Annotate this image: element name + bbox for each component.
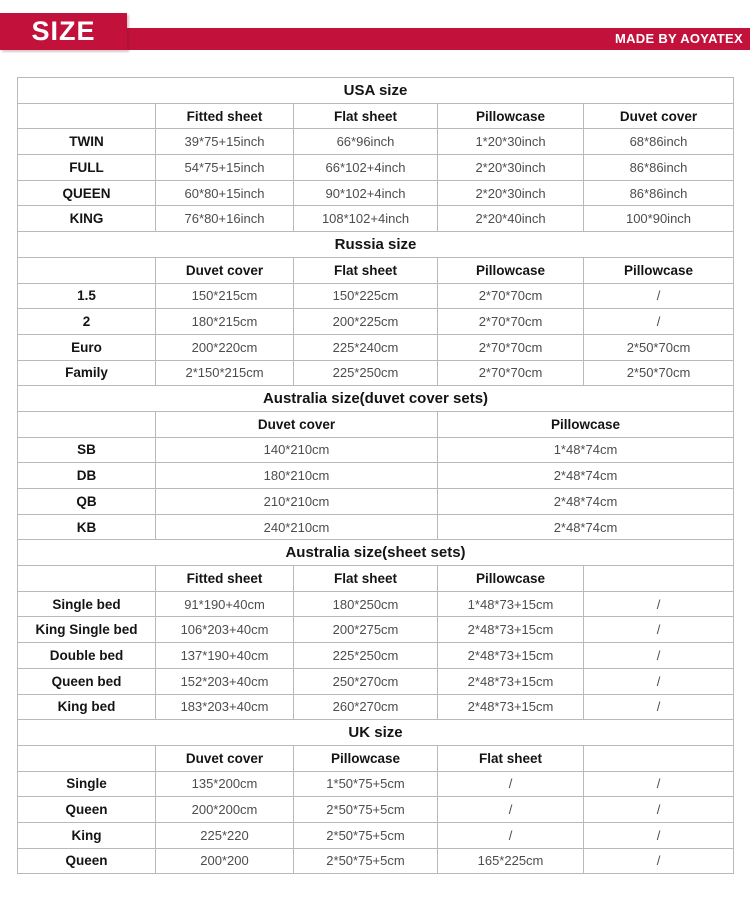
column-header: Fitted sheet	[156, 566, 294, 592]
size-value: 2*48*73+15cm	[438, 668, 584, 694]
column-header: Pillowcase	[438, 103, 584, 129]
size-value: 76*80+16inch	[156, 206, 294, 232]
column-header-row	[18, 745, 734, 771]
size-value: 2*70*70cm	[438, 334, 584, 360]
column-header-row	[18, 257, 734, 283]
size-value: 108*102+4inch	[294, 206, 438, 232]
section-title-row	[18, 720, 734, 746]
column-header	[18, 745, 156, 771]
table-row	[18, 360, 734, 386]
size-value: 250*270cm	[294, 668, 438, 694]
row-label: King Single bed	[18, 617, 156, 643]
size-value: 152*203+40cm	[156, 668, 294, 694]
table-row	[18, 463, 734, 489]
column-header: Fitted sheet	[156, 103, 294, 129]
size-value: 225*240cm	[294, 334, 438, 360]
column-header: Pillowcase	[438, 411, 734, 437]
size-value: 2*50*75+5cm	[294, 848, 438, 874]
table-row	[18, 437, 734, 463]
size-value: 2*48*73+15cm	[438, 617, 584, 643]
table-row	[18, 771, 734, 797]
table-row	[18, 129, 734, 155]
row-label: Queen	[18, 797, 156, 823]
table-row	[18, 514, 734, 540]
size-value: 2*48*74cm	[438, 489, 734, 515]
section-title-3: Australia size(sheet sets)	[18, 540, 734, 566]
size-value: /	[584, 822, 734, 848]
size-value: 100*90inch	[584, 206, 734, 232]
section-title-0: USA size	[18, 78, 734, 104]
row-label: King bed	[18, 694, 156, 720]
column-header-row	[18, 566, 734, 592]
size-value: 2*20*30inch	[438, 180, 584, 206]
column-header	[18, 411, 156, 437]
size-chart-table	[17, 77, 734, 874]
size-value: 165*225cm	[438, 848, 584, 874]
size-value: /	[584, 617, 734, 643]
size-value: /	[584, 797, 734, 823]
section-title-row	[18, 540, 734, 566]
table-row	[18, 206, 734, 232]
table-row	[18, 643, 734, 669]
size-value: 180*210cm	[156, 463, 438, 489]
size-value: 2*48*74cm	[438, 514, 734, 540]
size-value: 183*203+40cm	[156, 694, 294, 720]
size-value: 200*275cm	[294, 617, 438, 643]
table-row	[18, 694, 734, 720]
table-row	[18, 617, 734, 643]
size-value: 2*50*70cm	[584, 334, 734, 360]
table-row	[18, 309, 734, 335]
column-header: Flat sheet	[294, 566, 438, 592]
size-value: 66*96inch	[294, 129, 438, 155]
size-value: 240*210cm	[156, 514, 438, 540]
row-label: QUEEN	[18, 180, 156, 206]
size-value: /	[584, 668, 734, 694]
column-header: Duvet cover	[584, 103, 734, 129]
table-row	[18, 668, 734, 694]
size-value: 1*50*75+5cm	[294, 771, 438, 797]
size-value: 180*250cm	[294, 591, 438, 617]
size-value: 225*220	[156, 822, 294, 848]
section-title-2: Australia size(duvet cover sets)	[18, 386, 734, 412]
section-title-row	[18, 232, 734, 258]
size-title-block	[0, 13, 127, 50]
size-value: 2*70*70cm	[438, 309, 584, 335]
size-value: 106*203+40cm	[156, 617, 294, 643]
row-label: Double bed	[18, 643, 156, 669]
size-value: 91*190+40cm	[156, 591, 294, 617]
section-title-row	[18, 386, 734, 412]
row-label: Euro	[18, 334, 156, 360]
table-row	[18, 797, 734, 823]
table-row	[18, 489, 734, 515]
row-label: Family	[18, 360, 156, 386]
size-value: 39*75+15inch	[156, 129, 294, 155]
size-value: 2*48*74cm	[438, 463, 734, 489]
row-label: KB	[18, 514, 156, 540]
made-by-label: MADE BY AOYATEX	[614, 31, 743, 46]
row-label: 2	[18, 309, 156, 335]
table-row	[18, 822, 734, 848]
row-label: DB	[18, 463, 156, 489]
row-label: Single bed	[18, 591, 156, 617]
row-label: Single	[18, 771, 156, 797]
column-header: Duvet cover	[156, 745, 294, 771]
table-row	[18, 334, 734, 360]
size-value: 137*190+40cm	[156, 643, 294, 669]
size-value: 200*225cm	[294, 309, 438, 335]
size-value: 260*270cm	[294, 694, 438, 720]
size-value: /	[584, 643, 734, 669]
row-label: QB	[18, 489, 156, 515]
column-header: Duvet cover	[156, 411, 438, 437]
table-row	[18, 283, 734, 309]
size-value: 2*70*70cm	[438, 283, 584, 309]
column-header: Flat sheet	[438, 745, 584, 771]
size-value: 225*250cm	[294, 360, 438, 386]
column-header-row	[18, 411, 734, 437]
size-value: 2*150*215cm	[156, 360, 294, 386]
column-header	[584, 745, 734, 771]
table-row	[18, 180, 734, 206]
size-value: /	[584, 771, 734, 797]
column-header: Duvet cover	[156, 257, 294, 283]
size-value: /	[584, 694, 734, 720]
column-header	[18, 566, 156, 592]
size-value: /	[584, 309, 734, 335]
row-label: 1.5	[18, 283, 156, 309]
column-header: Pillowcase	[438, 566, 584, 592]
row-label: TWIN	[18, 129, 156, 155]
size-value: /	[584, 848, 734, 874]
size-value: 2*50*75+5cm	[294, 822, 438, 848]
size-value: 2*48*73+15cm	[438, 694, 584, 720]
table-row	[18, 848, 734, 874]
row-label: KING	[18, 206, 156, 232]
row-label: Queen bed	[18, 668, 156, 694]
section-title-row	[18, 78, 734, 104]
size-value: 1*20*30inch	[438, 129, 584, 155]
column-header	[584, 566, 734, 592]
column-header	[18, 257, 156, 283]
size-value: 135*200cm	[156, 771, 294, 797]
size-value: 66*102+4inch	[294, 155, 438, 181]
table-row	[18, 591, 734, 617]
size-value: 200*200	[156, 848, 294, 874]
size-value: 180*215cm	[156, 309, 294, 335]
size-value: /	[584, 283, 734, 309]
size-value: 140*210cm	[156, 437, 438, 463]
size-value: 150*215cm	[156, 283, 294, 309]
row-label: King	[18, 822, 156, 848]
size-value: 2*20*40inch	[438, 206, 584, 232]
size-value: 2*50*75+5cm	[294, 797, 438, 823]
size-value: 2*70*70cm	[438, 360, 584, 386]
size-value: /	[438, 771, 584, 797]
row-label: FULL	[18, 155, 156, 181]
size-value: 2*20*30inch	[438, 155, 584, 181]
size-value: /	[584, 591, 734, 617]
size-value: 86*86inch	[584, 180, 734, 206]
column-header: Flat sheet	[294, 257, 438, 283]
size-value: 200*220cm	[156, 334, 294, 360]
column-header: Pillowcase	[584, 257, 734, 283]
section-title-4: UK size	[18, 720, 734, 746]
size-value: 90*102+4inch	[294, 180, 438, 206]
size-value: /	[438, 822, 584, 848]
size-value: 200*200cm	[156, 797, 294, 823]
size-value: 2*50*70cm	[584, 360, 734, 386]
size-value: 225*250cm	[294, 643, 438, 669]
size-value: /	[438, 797, 584, 823]
column-header: Pillowcase	[294, 745, 438, 771]
size-value: 210*210cm	[156, 489, 438, 515]
column-header: Pillowcase	[438, 257, 584, 283]
size-value: 150*225cm	[294, 283, 438, 309]
column-header: Flat sheet	[294, 103, 438, 129]
column-header	[18, 103, 156, 129]
section-title-1: Russia size	[18, 232, 734, 258]
column-header-row	[18, 103, 734, 129]
table-row	[18, 155, 734, 181]
size-value: 60*80+15inch	[156, 180, 294, 206]
size-value: 54*75+15inch	[156, 155, 294, 181]
size-value: 1*48*74cm	[438, 437, 734, 463]
size-value: 2*48*73+15cm	[438, 643, 584, 669]
size-value: 1*48*73+15cm	[438, 591, 584, 617]
row-label: Queen	[18, 848, 156, 874]
size-value: 68*86inch	[584, 129, 734, 155]
row-label: SB	[18, 437, 156, 463]
page-title: SIZE	[31, 16, 96, 46]
size-value: 86*86inch	[584, 155, 734, 181]
